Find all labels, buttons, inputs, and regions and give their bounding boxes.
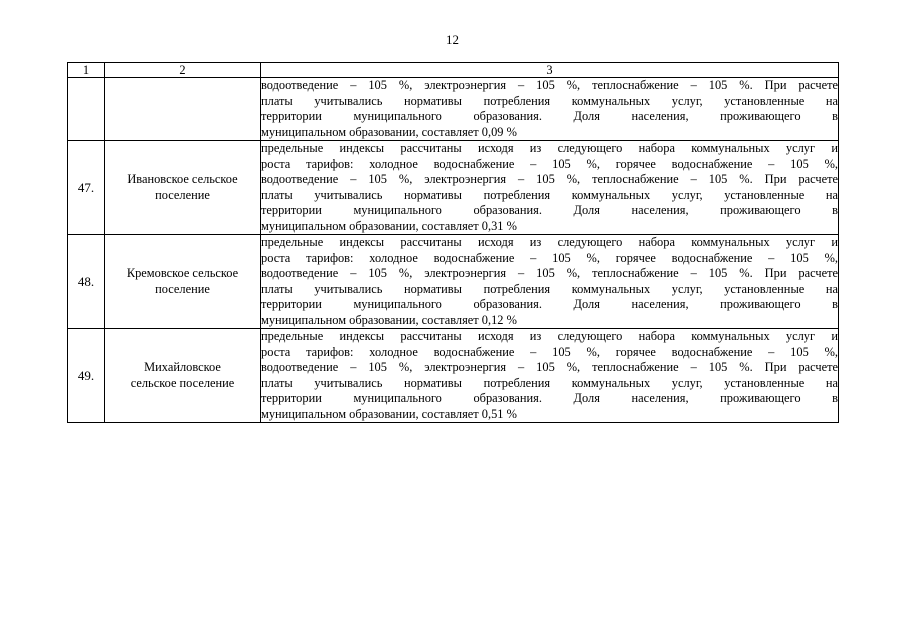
municipality-name <box>105 141 261 235</box>
description-line: территории муниципального образования. Доля населения, проживающего в <box>261 203 838 217</box>
description-line: роста тарифов: холодное водоснабжение – 105 %, горячее водоснабжение – 105 %, <box>261 344 838 359</box>
table-body <box>68 78 839 423</box>
municipality-name-line: Кремовское сельское <box>126 266 239 280</box>
row-number: 48. <box>68 235 105 329</box>
column-header-number: 1 <box>68 63 105 78</box>
column-header-description: 3 <box>261 63 839 78</box>
description-line: территории муниципального образования. Доля населения, проживающего в <box>261 297 838 311</box>
tariff-description <box>261 235 839 329</box>
table-row <box>68 141 839 235</box>
description-line: роста тарифов: холодное водоснабжение – 105 %, горячее водоснабжение – 105 %, <box>261 250 838 265</box>
row-number <box>68 78 105 141</box>
description-line: муниципальном образовании, составляет 0,12 % <box>261 312 517 327</box>
municipality-name <box>105 235 261 329</box>
description-line: территории муниципального образования. Доля населения, проживающего в <box>261 109 838 123</box>
description-line: платы учитывались нормативы потребления коммунальных услуг, установленные на <box>261 187 838 202</box>
municipality-name-line: поселение <box>155 187 210 202</box>
municipality-name-line: сельское поселение <box>130 375 235 390</box>
municipality-name <box>105 78 261 141</box>
municipality-name <box>105 329 261 423</box>
description-line: платы учитывались нормативы потребления коммунальных услуг, установленные на <box>261 281 838 296</box>
description-line: водоотведение – 105 %, электроэнергия – 105 %, теплоснабжение – 105 %. При расчете <box>261 172 838 186</box>
description-line: территории муниципального образования. Доля населения, проживающего в <box>261 391 838 405</box>
description-line: платы учитывались нормативы потребления коммунальных услуг, установленные на <box>261 93 838 108</box>
tariff-description <box>261 329 839 423</box>
description-line: предельные индексы рассчитаны исходя из следующего набора коммунальных услуг и <box>261 141 838 155</box>
page-number: 12 <box>446 32 459 47</box>
column-header-municipality: 2 <box>105 63 261 78</box>
description-line: роста тарифов: холодное водоснабжение – 105 %, горячее водоснабжение – 105 %, <box>261 156 838 171</box>
table-header-row <box>68 63 839 78</box>
description-line: муниципальном образовании, составляет 0,09 % <box>261 124 517 139</box>
description-line: предельные индексы рассчитаны исходя из следующего набора коммунальных услуг и <box>261 235 838 249</box>
tariff-description <box>261 141 839 235</box>
tariff-description <box>261 78 839 141</box>
municipality-name-line: поселение <box>155 281 210 296</box>
description-line: водоотведение – 105 %, электроэнергия – 105 %, теплоснабжение – 105 %. При расчете <box>261 78 838 92</box>
description-line: платы учитывались нормативы потребления коммунальных услуг, установленные на <box>261 375 838 390</box>
description-line: водоотведение – 105 %, электроэнергия – 105 %, теплоснабжение – 105 %. При расчете <box>261 360 838 374</box>
description-line: водоотведение – 105 %, электроэнергия – 105 %, теплоснабжение – 105 %. При расчете <box>261 266 838 280</box>
description-line: муниципальном образовании, составляет 0,51 % <box>261 406 517 421</box>
table-row <box>68 235 839 329</box>
municipality-name-line: Михайловское <box>144 360 221 374</box>
row-number: 49. <box>68 329 105 423</box>
description-line: муниципальном образовании, составляет 0,31 % <box>261 218 517 233</box>
municipality-name-line: Ивановское сельское <box>127 172 238 186</box>
description-line: предельные индексы рассчитаны исходя из следующего набора коммунальных услуг и <box>261 329 838 343</box>
table-row <box>68 329 839 423</box>
table-row <box>68 78 839 141</box>
row-number: 47. <box>68 141 105 235</box>
tariff-index-table <box>67 62 839 423</box>
